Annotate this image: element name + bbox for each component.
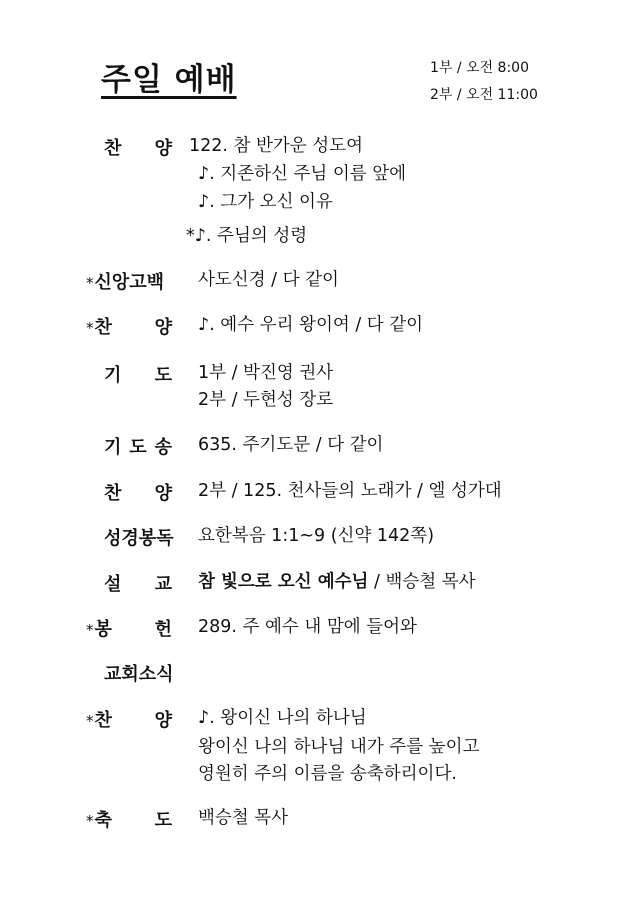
- prayer-hymn-text: 635. 주기도문 / 다 같이: [198, 435, 384, 455]
- required-standing-mark: *: [86, 712, 94, 730]
- page-title: 주일 예배: [101, 62, 237, 98]
- label-char: 교: [154, 574, 172, 595]
- label-char: 찬: [104, 138, 122, 159]
- label-char: 기: [104, 437, 122, 458]
- scripture-text: 요한복음 1:1~9 (신약 142쪽): [198, 526, 435, 546]
- label-char: 양: [154, 138, 172, 159]
- required-standing-mark: *: [86, 812, 94, 830]
- hymn-4-line-1: ♪. 왕이신 나의 하나님: [198, 708, 367, 728]
- label-char: 도: [129, 437, 147, 458]
- label-char: 찬: [94, 710, 112, 731]
- label-char: 찬: [104, 483, 122, 504]
- item-label: [86, 615, 172, 641]
- sermon-text: [198, 569, 476, 596]
- creed-text: 사도신경 / 다 같이: [198, 270, 339, 290]
- hymn-1-line-1: 122. 참 반가운 성도여: [189, 136, 363, 156]
- prayer-line-2: 2부 / 두현성 장로: [198, 390, 334, 410]
- hymn-4-line-3: 영원히 주의 이름을 송축하리이다.: [198, 764, 457, 784]
- label-char: 헌: [154, 619, 172, 640]
- prayer-line-1: 1부 / 박진영 권사: [198, 363, 334, 383]
- item-label: 교회소식: [104, 664, 174, 685]
- service-time-2: 2부 / 오전 11:00: [430, 87, 538, 103]
- label-char: 양: [154, 710, 172, 731]
- label-char: 양: [154, 317, 172, 338]
- label-char: 도: [154, 365, 172, 386]
- sermon-preacher: / 백승철 목사: [368, 572, 476, 592]
- hymn-1-line-4: *♪. 주님의 성령: [186, 226, 308, 246]
- service-time-1: 1부 / 오전 8:00: [430, 60, 529, 76]
- item-label: [104, 361, 172, 387]
- hymn-1-line-3: ♪. 그가 오신 이유: [198, 192, 333, 212]
- label-char: 도: [154, 810, 172, 831]
- item-label: [86, 268, 164, 294]
- item-label: 성경봉독: [104, 528, 174, 549]
- hymn-2-text: ♪. 예수 우리 왕이여 / 다 같이: [198, 315, 424, 335]
- sermon-title: 참 빛으로 오신 예수님: [198, 572, 369, 592]
- required-standing-mark: *: [86, 274, 94, 292]
- hymn-4-line-2: 왕이신 나의 하나님 내가 주를 높이고: [198, 737, 480, 757]
- label-char: 봉: [94, 619, 112, 640]
- benediction-text: 백승철 목사: [198, 808, 289, 828]
- service-times: [430, 55, 538, 109]
- item-label: [104, 433, 172, 459]
- label-char: 찬: [94, 317, 112, 338]
- label-char: 설: [104, 574, 122, 595]
- hymn-3-text: 2부 / 125. 천사들의 노래가 / 엘 성가대: [198, 481, 502, 501]
- label-char: 축: [94, 810, 112, 831]
- required-standing-mark: *: [86, 621, 94, 639]
- item-label: [104, 570, 172, 596]
- item-label: [86, 806, 172, 832]
- label-char: 기: [104, 365, 122, 386]
- item-label: [104, 479, 172, 505]
- label-char: 양: [154, 483, 172, 504]
- label-char: 송: [154, 437, 172, 458]
- item-label: [86, 313, 172, 339]
- item-label: [86, 706, 172, 732]
- label-text: 신앙고백: [94, 272, 165, 293]
- offering-text: 289. 주 예수 내 맘에 들어와: [198, 617, 417, 637]
- hymn-1-line-2: ♪. 지존하신 주님 이름 앞에: [198, 164, 407, 184]
- item-label: [104, 134, 172, 160]
- required-standing-mark: *: [86, 319, 94, 337]
